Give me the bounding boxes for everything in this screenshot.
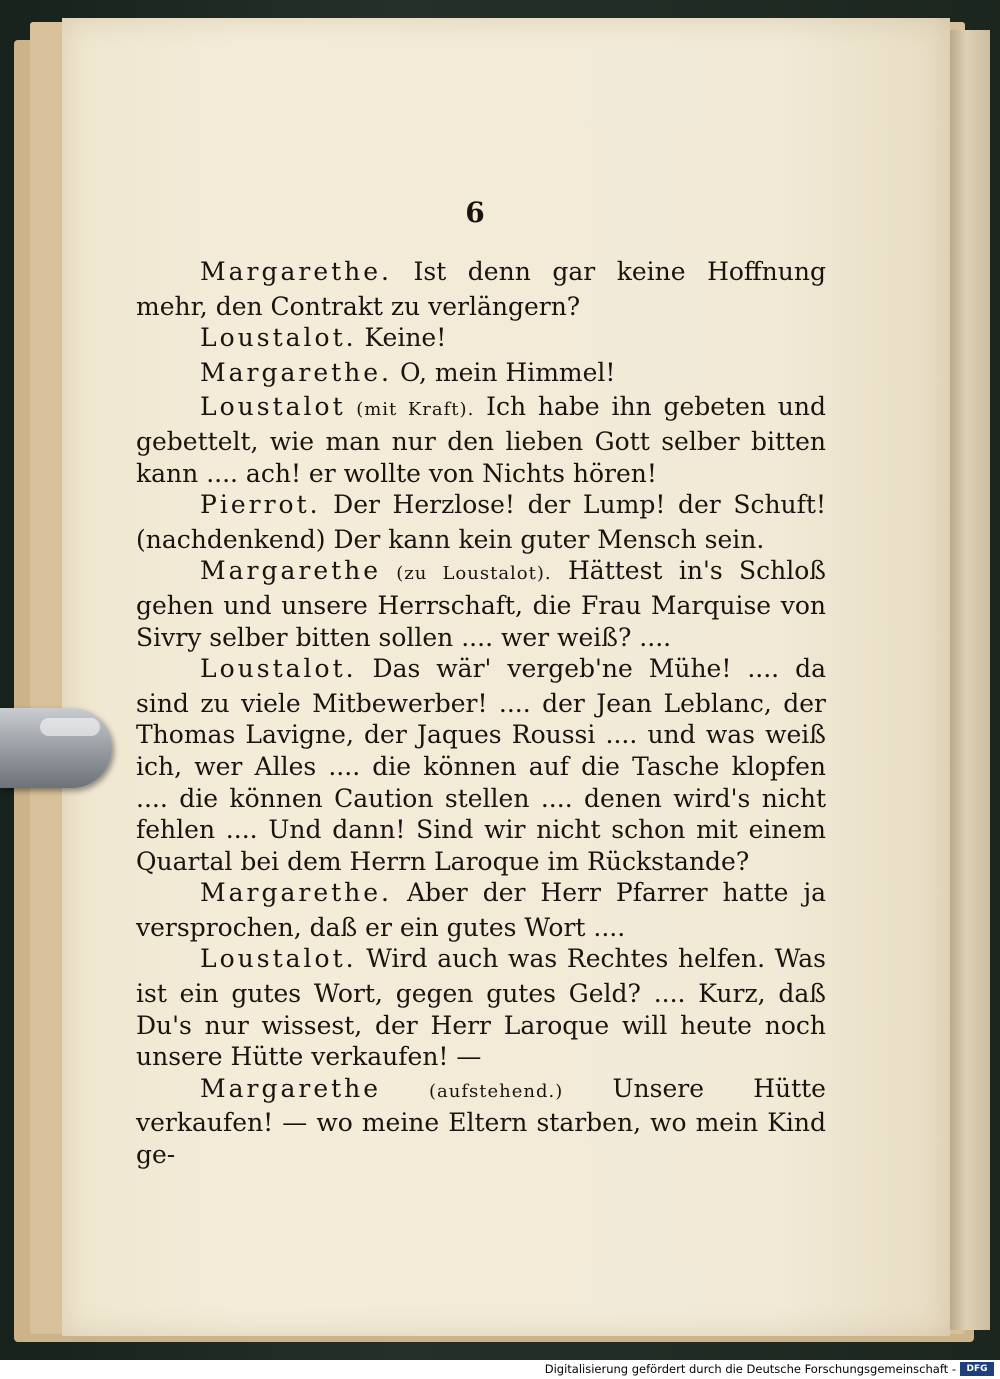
dialogue-text: Ich habe ihn gebeten und gebettelt, wie man nur den lieben Gott selber bitten kann .... ach! er wollte von Nichts hören! [136, 392, 826, 488]
speaker-name: Margarethe. [200, 257, 392, 286]
dialogue-text: Das wär' vergeb'ne Mühe! .... da sind zu viele Mitbewerber! .... der Jean Leblanc, der Thomas Lavigne, der Jaques Roussi .... und was weiß ich, wer Alles .... die können auf die Tasche klopfen .... die können Caution stellen .... denen wird's nicht fehlen .... Und dann! Sind wir nicht schon mit einem Quartal bei dem Herrn Laroque im Rückstande? [136, 654, 826, 876]
stage-direction: (aufstehend.) [381, 1080, 564, 1102]
stage-direction: (mit Kraft). [345, 399, 475, 421]
speaker-name: Loustalot. [200, 654, 357, 684]
dialogue-text: Unsere Hütte verkaufen! — wo meine Eltern starben, wo mein Kind ge- [136, 1073, 826, 1170]
dfg-logo: DFG [960, 1362, 994, 1376]
speaker-name: Margarethe [200, 1073, 382, 1103]
facing-page-edge [950, 30, 990, 1330]
dialogue-text: Der Herzlose! der Lump! der Schuft! (nachdenkend) Der kann kein guter Mensch sein. [136, 490, 826, 554]
speaker-name: Margarethe [200, 556, 382, 586]
paragraph [136, 322, 826, 357]
speaker-name: Pierrot. [200, 490, 321, 520]
dialogue-text: Aber der Herr Pfarrer hatte ja versprochen, daß er ein gutes Wort .... [136, 878, 826, 942]
speaker-name: Loustalot [200, 392, 346, 422]
speaker-name: Margarethe. [200, 878, 392, 908]
paragraph [136, 489, 826, 555]
paragraph [136, 256, 826, 322]
dialogue-text: Ist denn gar keine Hoffnung mehr, den Contrakt zu verlängern? [136, 257, 826, 321]
dialogue-text: Keine! [356, 323, 447, 353]
dialogue-text: O, mein Himmel! [392, 357, 616, 387]
speaker-name: Margarethe. [200, 357, 392, 387]
paragraph [136, 653, 826, 877]
paragraph [136, 877, 826, 943]
funding-notice: Digitalisierung gefördert durch die Deutsche Forschungsgemeinschaft - [544, 1362, 956, 1376]
speaker-name: Loustalot. [200, 323, 357, 353]
paragraph [136, 555, 826, 653]
page-text [136, 256, 826, 1171]
speaker-name: Loustalot. [200, 944, 357, 974]
paragraph [136, 943, 826, 1072]
dialogue-text: Wird auch was Rechtes helfen. Was ist ein gutes Wort, gegen gutes Geld? .... Kurz, daß Du's nur wissest, der Herr Laroque will heute noch unsere Hütte verkaufen! — [136, 944, 826, 1072]
page-number: 6 [465, 196, 485, 229]
paragraph [136, 391, 826, 489]
paragraph [136, 1073, 826, 1171]
stage-direction: (zu Loustalot). [381, 563, 552, 585]
dialogue-text: Hättest in's Schloß gehen und unsere Herrschaft, die Frau Marquise von Sivry selber bitten sollen .... wer weiß? .... [136, 556, 826, 652]
page-clip-highlight [40, 718, 100, 736]
paragraph [136, 357, 826, 392]
